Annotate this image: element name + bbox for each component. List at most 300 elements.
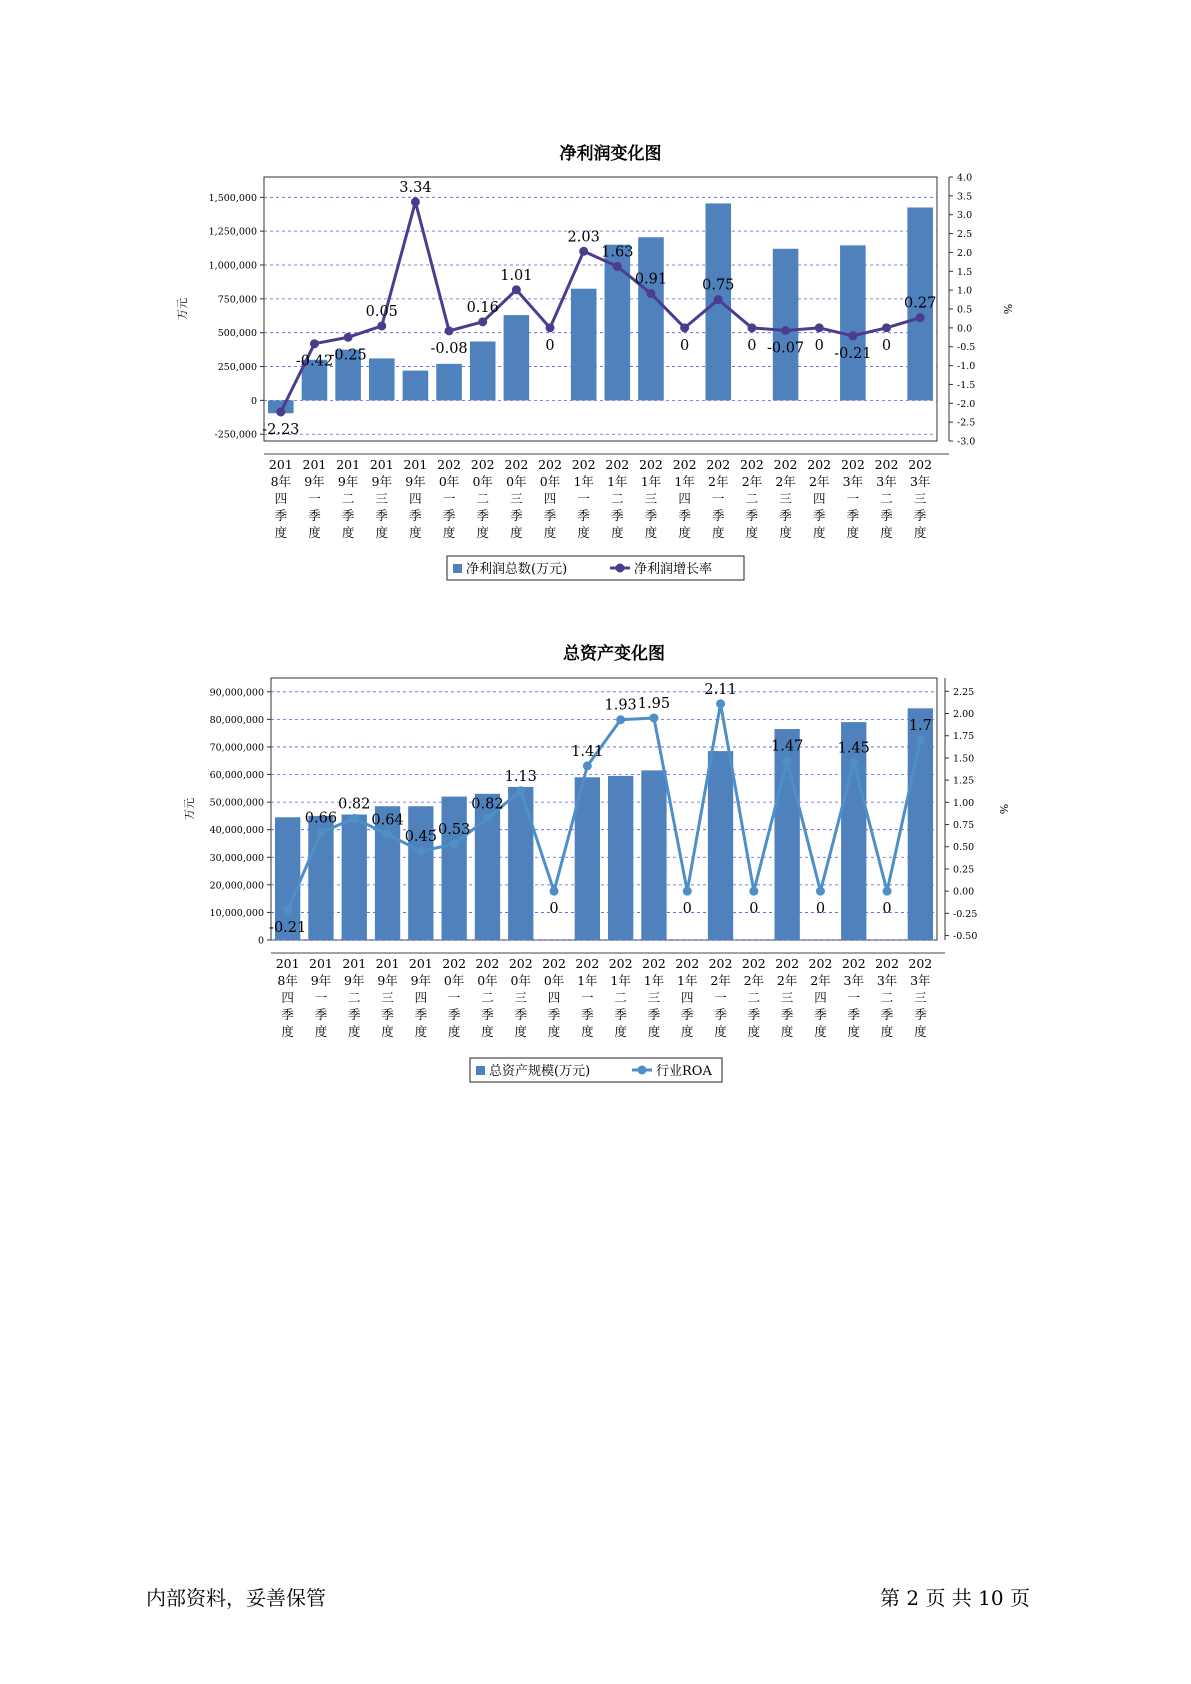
data-label: 3.34 bbox=[399, 179, 432, 196]
x-tick-label: 0年 bbox=[539, 474, 561, 489]
x-tick-label: 四 bbox=[543, 491, 557, 506]
y-tick-label: 80,000,000 bbox=[209, 714, 264, 726]
line-point bbox=[512, 285, 521, 294]
x-tick-label: 202 bbox=[775, 956, 800, 971]
x-tick-label: 季 bbox=[375, 508, 389, 523]
x-tick-label: 度 bbox=[611, 525, 624, 540]
x-tick-label: 四 bbox=[678, 491, 691, 506]
x-tick-label: 9年 bbox=[344, 973, 365, 988]
right-y-tick-label: 0.75 bbox=[953, 820, 975, 832]
bar bbox=[508, 787, 533, 940]
y-axis-title: 万元 bbox=[183, 798, 196, 820]
right-y-tick-label: -1.0 bbox=[957, 361, 976, 373]
x-tick-label: 四 bbox=[812, 491, 826, 506]
x-tick-label: 2年 bbox=[741, 474, 763, 489]
bar bbox=[641, 770, 666, 940]
x-tick-label: 二 bbox=[481, 990, 494, 1005]
x-tick-label: 二 bbox=[347, 990, 361, 1005]
x-tick-label: 四 bbox=[680, 990, 694, 1005]
x-tick-label: 二 bbox=[476, 491, 489, 506]
x-tick-label: 202 bbox=[908, 457, 933, 472]
data-label: 1.63 bbox=[601, 244, 634, 261]
right-y-tick-label: 0.25 bbox=[953, 864, 975, 876]
x-tick-label: 度 bbox=[341, 525, 355, 540]
data-label: 0 bbox=[881, 337, 892, 354]
data-label: 0.82 bbox=[338, 796, 371, 813]
data-label: 0 bbox=[814, 337, 824, 354]
line-point bbox=[377, 321, 386, 330]
x-tick-label: 度 bbox=[577, 525, 590, 540]
line-point bbox=[445, 326, 454, 335]
x-tick-label: 季 bbox=[314, 1007, 328, 1022]
x-tick-label: 0年 bbox=[472, 474, 493, 489]
x-tick-label: 201 bbox=[336, 457, 361, 472]
x-tick-label: 1年 bbox=[607, 474, 628, 489]
total-assets-chart bbox=[0, 600, 1191, 1100]
x-tick-label: 三 bbox=[514, 990, 528, 1005]
data-label: 0 bbox=[682, 901, 692, 918]
x-tick-label: 度 bbox=[409, 525, 422, 540]
data-label: 0 bbox=[549, 901, 559, 918]
x-tick-label: 0年 bbox=[443, 973, 465, 988]
x-tick-label: 度 bbox=[745, 525, 759, 540]
data-label: 0.53 bbox=[438, 822, 471, 839]
x-tick-label: 四 bbox=[547, 990, 561, 1005]
x-tick-label: 1年 bbox=[577, 973, 598, 988]
y-tick-label: 0 bbox=[257, 935, 264, 947]
x-tick-label: 度 bbox=[714, 1024, 727, 1039]
data-label: 1.01 bbox=[500, 267, 533, 284]
data-label: 0 bbox=[882, 901, 892, 918]
right-y-tick-label: 4.0 bbox=[957, 172, 973, 184]
data-label: 0.45 bbox=[404, 829, 437, 846]
x-tick-label: 度 bbox=[476, 525, 489, 540]
x-tick-label: 201 bbox=[302, 457, 327, 472]
x-tick-label: 202 bbox=[442, 956, 467, 971]
line-point bbox=[916, 313, 925, 322]
right-y-tick-label: 2.5 bbox=[957, 229, 973, 241]
x-tick-label: 度 bbox=[678, 525, 691, 540]
legend-bar-swatch bbox=[476, 1066, 485, 1075]
chart-title: 总资产变化图 bbox=[563, 644, 665, 664]
x-tick-label: 2年 bbox=[710, 973, 731, 988]
y-tick-label: 1,500,000 bbox=[208, 192, 257, 204]
legend-bar-label: 总资产规模(万元) bbox=[489, 1064, 591, 1079]
x-tick-label: 三 bbox=[914, 990, 927, 1005]
x-tick-label: 2年 bbox=[743, 973, 765, 988]
x-tick-label: 度 bbox=[647, 1024, 661, 1039]
data-label: -0.07 bbox=[766, 340, 805, 357]
x-tick-label: 季 bbox=[714, 1007, 727, 1022]
x-tick-label: 度 bbox=[547, 1024, 561, 1039]
data-label: 0 bbox=[747, 337, 757, 354]
x-tick-label: 季 bbox=[880, 1007, 894, 1022]
x-tick-label: 度 bbox=[846, 525, 860, 540]
x-tick-label: 202 bbox=[841, 956, 866, 971]
x-tick-label: 季 bbox=[814, 1007, 827, 1022]
x-tick-label: 四 bbox=[409, 491, 422, 506]
bar bbox=[470, 341, 496, 400]
x-tick-label: 度 bbox=[914, 1024, 927, 1039]
y-tick-label: 250,000 bbox=[217, 362, 257, 374]
x-tick-label: 二 bbox=[880, 990, 894, 1005]
x-tick-label: 一 bbox=[847, 990, 861, 1005]
y-tick-label: 500,000 bbox=[217, 328, 257, 340]
data-label: -0.21 bbox=[834, 345, 872, 362]
bar bbox=[408, 806, 433, 940]
x-tick-label: 季 bbox=[680, 1007, 694, 1022]
x-tick-label: 四 bbox=[814, 990, 827, 1005]
x-tick-label: 度 bbox=[780, 1024, 794, 1039]
right-y-tick-label: -0.25 bbox=[953, 908, 978, 920]
x-tick-label: 度 bbox=[308, 525, 321, 540]
x-tick-label: 3年 bbox=[909, 474, 931, 489]
data-label: -0.42 bbox=[295, 353, 334, 370]
total-assets-chart-svg bbox=[0, 600, 1191, 1100]
x-tick-label: 季 bbox=[481, 1007, 494, 1022]
line-point bbox=[680, 323, 689, 332]
x-tick-label: 一 bbox=[447, 990, 461, 1005]
data-label: -0.25 bbox=[329, 347, 367, 364]
line-point bbox=[350, 814, 359, 823]
x-tick-label: 202 bbox=[807, 457, 832, 472]
y-tick-label: 0 bbox=[250, 395, 257, 407]
right-y-tick-label: 1.50 bbox=[953, 753, 975, 765]
data-label: 0.82 bbox=[471, 796, 504, 813]
x-tick-label: 8年 bbox=[277, 973, 298, 988]
x-tick-label: 度 bbox=[414, 1024, 428, 1039]
line-point bbox=[344, 333, 353, 342]
x-tick-label: 季 bbox=[543, 508, 557, 523]
data-label: 1.7 bbox=[908, 718, 932, 735]
line-point bbox=[848, 331, 857, 340]
line-point bbox=[546, 323, 555, 332]
x-tick-label: 202 bbox=[608, 956, 633, 971]
bar bbox=[436, 364, 462, 401]
x-tick-label: 四 bbox=[274, 491, 288, 506]
x-tick-label: 1年 bbox=[643, 973, 665, 988]
x-tick-label: 3年 bbox=[842, 474, 864, 489]
x-tick-label: 度 bbox=[880, 1024, 894, 1039]
x-tick-label: 二 bbox=[611, 491, 624, 506]
x-tick-label: 度 bbox=[381, 1024, 394, 1039]
x-tick-label: 三 bbox=[779, 491, 792, 506]
bar bbox=[504, 315, 530, 400]
data-label: 0 bbox=[680, 337, 690, 354]
right-y-tick-label: -0.5 bbox=[957, 342, 976, 354]
x-tick-label: 季 bbox=[442, 508, 456, 523]
x-tick-label: 季 bbox=[846, 508, 860, 523]
right-y-tick-label: 0.00 bbox=[953, 886, 975, 898]
right-y-tick-label: 0.5 bbox=[957, 304, 973, 316]
x-tick-label: 一 bbox=[314, 990, 328, 1005]
x-tick-label: 202 bbox=[571, 457, 596, 472]
line-point bbox=[716, 699, 725, 708]
x-tick-label: 202 bbox=[808, 956, 833, 971]
line-point bbox=[815, 323, 824, 332]
right-y-tick-label: 2.00 bbox=[953, 709, 975, 721]
line-point bbox=[616, 715, 625, 724]
data-label: 1.93 bbox=[604, 697, 637, 714]
data-label: 2.11 bbox=[704, 681, 737, 698]
x-tick-label: 0年 bbox=[543, 973, 565, 988]
x-tick-label: 202 bbox=[642, 956, 666, 971]
x-tick-label: 度 bbox=[442, 525, 456, 540]
x-tick-label: 202 bbox=[575, 956, 600, 971]
x-tick-label: 季 bbox=[847, 1007, 861, 1022]
x-tick-label: 0年 bbox=[477, 973, 498, 988]
x-tick-label: 季 bbox=[812, 508, 826, 523]
line-point bbox=[613, 262, 622, 271]
right-y-tick-label: -2.0 bbox=[957, 398, 976, 410]
x-tick-label: 202 bbox=[639, 457, 663, 472]
y-tick-label: 20,000,000 bbox=[209, 880, 264, 892]
x-tick-label: 度 bbox=[747, 1024, 761, 1039]
x-tick-label: 度 bbox=[281, 1024, 294, 1039]
x-tick-label: 201 bbox=[309, 956, 333, 971]
x-tick-label: 度 bbox=[510, 525, 523, 540]
bar bbox=[571, 289, 597, 401]
bar bbox=[608, 776, 633, 940]
line-point bbox=[916, 736, 925, 745]
x-tick-label: 度 bbox=[913, 525, 927, 540]
x-tick-label: 202 bbox=[875, 956, 899, 971]
x-tick-label: 度 bbox=[712, 525, 725, 540]
x-tick-label: 3年 bbox=[910, 973, 931, 988]
x-tick-label: 度 bbox=[543, 525, 557, 540]
x-tick-label: 202 bbox=[675, 956, 700, 971]
bar bbox=[403, 371, 429, 401]
x-tick-label: 季 bbox=[745, 508, 759, 523]
x-tick-label: 季 bbox=[409, 508, 422, 523]
x-tick-label: 季 bbox=[614, 1007, 627, 1022]
x-tick-label: 季 bbox=[880, 508, 893, 523]
data-label: 0.16 bbox=[466, 299, 499, 316]
right-y-tick-label: -2.5 bbox=[957, 417, 976, 429]
x-tick-label: 1年 bbox=[640, 474, 662, 489]
x-tick-label: 季 bbox=[547, 1007, 561, 1022]
y-tick-label: 30,000,000 bbox=[209, 852, 264, 864]
right-y-tick-label: 1.75 bbox=[953, 731, 975, 743]
legend-line-label: 行业ROA bbox=[656, 1064, 712, 1079]
chart-title: 净利润变化图 bbox=[559, 144, 662, 164]
line-point bbox=[816, 887, 825, 896]
bar bbox=[840, 245, 866, 400]
bar bbox=[638, 237, 664, 400]
bar bbox=[773, 249, 799, 401]
x-tick-label: 202 bbox=[739, 457, 764, 472]
x-tick-label: 度 bbox=[314, 1024, 328, 1039]
x-tick-label: 202 bbox=[508, 956, 533, 971]
line-point bbox=[683, 887, 692, 896]
x-tick-label: 度 bbox=[614, 1024, 627, 1039]
legend-bar-label: 净利润总数(万元) bbox=[466, 562, 568, 577]
x-tick-label: 季 bbox=[779, 508, 792, 523]
x-tick-label: 季 bbox=[577, 508, 590, 523]
y-tick-label: 90,000,000 bbox=[209, 687, 264, 699]
x-tick-label: 9年 bbox=[405, 474, 426, 489]
line-point bbox=[478, 317, 487, 326]
line-point bbox=[849, 758, 858, 767]
right-y-tick-label: 0.50 bbox=[953, 842, 975, 854]
line-point bbox=[649, 713, 658, 722]
line-point bbox=[310, 339, 319, 348]
x-tick-label: 三 bbox=[375, 491, 389, 506]
right-y-tick-label: 1.0 bbox=[957, 285, 973, 297]
x-tick-label: 202 bbox=[542, 956, 566, 971]
line-point bbox=[411, 197, 420, 206]
y-tick-label: 1,000,000 bbox=[208, 260, 257, 272]
x-tick-label: 季 bbox=[644, 508, 658, 523]
x-tick-label: 1年 bbox=[674, 474, 695, 489]
x-tick-label: 一 bbox=[846, 491, 860, 506]
data-label: 0.75 bbox=[702, 277, 735, 294]
line-point bbox=[883, 887, 892, 896]
x-tick-label: 3年 bbox=[876, 474, 897, 489]
data-label: 0 bbox=[815, 901, 826, 918]
x-tick-label: 度 bbox=[779, 525, 792, 540]
x-tick-label: 度 bbox=[481, 1024, 494, 1039]
x-tick-label: 三 bbox=[780, 990, 794, 1005]
legend-line-label: 净利润增长率 bbox=[634, 562, 713, 577]
data-label: -2.23 bbox=[262, 421, 300, 438]
x-tick-label: 2年 bbox=[776, 973, 798, 988]
x-tick-label: 二 bbox=[341, 491, 355, 506]
x-tick-label: 三 bbox=[647, 990, 661, 1005]
data-label: 1.47 bbox=[771, 738, 804, 755]
x-tick-label: 202 bbox=[840, 457, 865, 472]
x-tick-label: 202 bbox=[504, 457, 529, 472]
x-tick-label: 季 bbox=[747, 1007, 761, 1022]
y-tick-label: 60,000,000 bbox=[209, 770, 264, 782]
x-tick-label: 三 bbox=[913, 491, 927, 506]
x-tick-label: 四 bbox=[281, 990, 294, 1005]
x-tick-label: 1年 bbox=[610, 973, 631, 988]
x-tick-label: 季 bbox=[274, 508, 288, 523]
x-tick-label: 8年 bbox=[270, 474, 292, 489]
x-tick-label: 202 bbox=[741, 956, 766, 971]
right-y-tick-label: -1.5 bbox=[957, 379, 976, 391]
right-y-tick-label: -0.50 bbox=[953, 931, 978, 943]
bar bbox=[342, 815, 367, 940]
x-tick-label: 202 bbox=[708, 956, 733, 971]
x-tick-label: 2年 bbox=[808, 474, 830, 489]
footer-confidential-note: 内部资料，妥善保管 bbox=[146, 1586, 326, 1610]
x-tick-label: 季 bbox=[447, 1007, 461, 1022]
line-point bbox=[583, 761, 592, 770]
bar bbox=[441, 797, 466, 940]
x-tick-label: 202 bbox=[672, 457, 697, 472]
x-tick-label: 9年 bbox=[377, 973, 398, 988]
x-tick-label: 202 bbox=[475, 956, 500, 971]
plot-area bbox=[271, 678, 937, 940]
data-label: 1.95 bbox=[637, 695, 671, 712]
data-label: 0 bbox=[749, 901, 759, 918]
x-tick-label: 1年 bbox=[573, 474, 594, 489]
x-tick-label: 3年 bbox=[876, 973, 898, 988]
x-tick-label: 一 bbox=[308, 491, 321, 506]
x-tick-label: 四 bbox=[414, 990, 428, 1005]
line-point bbox=[714, 295, 723, 304]
x-tick-label: 季 bbox=[712, 508, 725, 523]
x-tick-label: 9年 bbox=[304, 474, 325, 489]
y-tick-label: 10,000,000 bbox=[209, 907, 264, 919]
data-label: 1.45 bbox=[837, 740, 870, 757]
x-tick-label: 一 bbox=[581, 990, 594, 1005]
x-tick-label: 202 bbox=[437, 457, 462, 472]
legend-line-marker bbox=[616, 564, 625, 573]
legend-bar-swatch bbox=[453, 564, 462, 573]
x-tick-label: 二 bbox=[880, 491, 893, 506]
line-point bbox=[316, 828, 325, 837]
y-axis-title: 万元 bbox=[176, 298, 189, 320]
y-tick-label: 750,000 bbox=[217, 294, 257, 306]
x-tick-label: 202 bbox=[470, 457, 495, 472]
bar bbox=[708, 751, 733, 940]
line-point bbox=[781, 326, 790, 335]
right-y-tick-label: 1.25 bbox=[953, 775, 975, 787]
x-tick-label: 202 bbox=[908, 956, 933, 971]
line-point bbox=[747, 323, 756, 332]
x-tick-label: 9年 bbox=[337, 474, 359, 489]
right-y-axis-title: % bbox=[1001, 303, 1014, 315]
right-y-tick-label: 3.0 bbox=[957, 210, 973, 222]
x-tick-label: 202 bbox=[874, 457, 899, 472]
data-label: -0.21 bbox=[269, 919, 307, 936]
data-label: 0.64 bbox=[371, 812, 404, 829]
data-label: 0.05 bbox=[365, 303, 398, 320]
right-y-tick-label: 2.25 bbox=[953, 686, 975, 698]
x-tick-label: 度 bbox=[581, 1024, 594, 1039]
x-tick-label: 度 bbox=[347, 1024, 361, 1039]
x-tick-label: 季 bbox=[347, 1007, 361, 1022]
data-label: 1.13 bbox=[504, 768, 537, 785]
x-tick-label: 季 bbox=[514, 1007, 528, 1022]
x-tick-label: 度 bbox=[812, 525, 826, 540]
net-profit-chart bbox=[0, 0, 1191, 600]
x-tick-label: 季 bbox=[414, 1007, 428, 1022]
x-tick-label: 三 bbox=[644, 491, 658, 506]
line-point bbox=[383, 830, 392, 839]
x-tick-label: 9年 bbox=[310, 973, 332, 988]
x-tick-label: 季 bbox=[308, 508, 321, 523]
x-tick-label: 季 bbox=[581, 1007, 594, 1022]
x-tick-label: 度 bbox=[375, 525, 389, 540]
x-tick-label: 二 bbox=[745, 491, 759, 506]
line-point bbox=[783, 756, 792, 765]
x-tick-label: 三 bbox=[510, 491, 523, 506]
right-y-tick-label: 1.5 bbox=[957, 266, 973, 278]
x-tick-label: 202 bbox=[605, 457, 630, 472]
x-tick-label: 季 bbox=[341, 508, 355, 523]
x-tick-label: 202 bbox=[773, 457, 798, 472]
x-tick-label: 201 bbox=[403, 457, 428, 472]
x-tick-label: 季 bbox=[678, 508, 691, 523]
x-tick-label: 201 bbox=[375, 956, 400, 971]
x-tick-label: 202 bbox=[538, 457, 562, 472]
x-tick-label: 度 bbox=[680, 1024, 694, 1039]
line-point bbox=[276, 407, 285, 416]
x-tick-label: 二 bbox=[614, 990, 627, 1005]
x-tick-label: 9年 bbox=[371, 474, 393, 489]
x-tick-label: 一 bbox=[712, 491, 725, 506]
line-point bbox=[550, 887, 559, 896]
x-tick-label: 201 bbox=[268, 457, 293, 472]
x-tick-label: 201 bbox=[342, 956, 367, 971]
x-tick-label: 季 bbox=[647, 1007, 661, 1022]
line-point bbox=[882, 323, 891, 332]
right-y-tick-label: 0.0 bbox=[957, 323, 973, 335]
